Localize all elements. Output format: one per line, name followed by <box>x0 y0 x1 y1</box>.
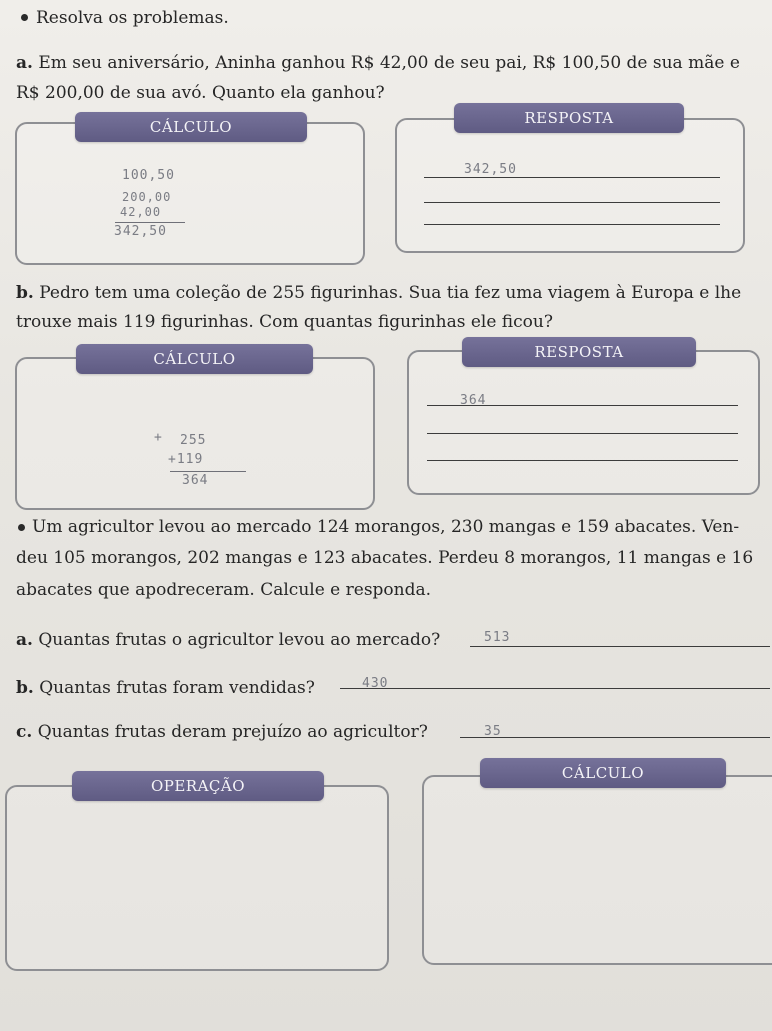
question-b-answer-line <box>340 688 770 689</box>
calc-label: CÁLCULO <box>480 758 726 788</box>
problem-a-answer-line-2 <box>424 202 720 203</box>
problem-a-letter: a. <box>16 53 33 73</box>
problem-b-calc-plus: + <box>154 430 163 445</box>
problem-a-calc-label: CÁLCULO <box>75 112 307 142</box>
problem-a-line1 <box>16 50 740 76</box>
question-c-text: Quantas frutas deram prejuízo ao agricultor? <box>37 722 428 742</box>
problem-a-answer-line-3 <box>424 224 720 225</box>
calc-box <box>422 775 772 965</box>
question-b <box>16 675 315 701</box>
problem-b-answer: 364 <box>460 393 487 408</box>
problem-b-calc-sum-rule <box>170 471 246 472</box>
problem-a-calc-line-3: 42,00 <box>120 205 162 219</box>
operation-label: OPERAÇÃO <box>72 771 324 801</box>
problem-a-answer: 342,50 <box>464 162 517 177</box>
question-a-answer: 513 <box>484 630 511 645</box>
problem-c-line3: abacates que apodreceram. Calcule e responda. <box>16 580 432 600</box>
problem-a-calc-line-2: 200,00 <box>122 190 172 204</box>
problem-c-line2: deu 105 morangos, 202 mangas e 123 abacates. Perdeu 8 morangos, 11 mangas e 16 <box>16 548 754 568</box>
question-b-answer: 430 <box>362 676 389 691</box>
problem-b-answer-line-1 <box>427 405 738 406</box>
problem-b-answer-box <box>407 350 760 495</box>
problem-b-calc-line-2: +119 <box>168 452 204 467</box>
problem-a-answer-box <box>395 118 745 253</box>
problem-a-answer-label: RESPOSTA <box>454 103 684 133</box>
question-a-answer-line <box>470 646 770 647</box>
problem-b-answer-line-2 <box>427 433 738 434</box>
question-c-answer-line <box>460 737 770 738</box>
problem-b-calc-result: 364 <box>182 473 209 488</box>
question-a <box>16 627 440 653</box>
problem-b-calc-label: CÁLCULO <box>76 344 313 374</box>
problem-b-line2: trouxe mais 119 figurinhas. Com quantas figurinhas ele ficou? <box>16 312 553 332</box>
problem-b-line1 <box>16 280 741 306</box>
problem-b-text-1: Pedro tem uma coleção de 255 figurinhas. Sua tia fez uma viagem à Europa e lhe <box>39 283 742 303</box>
question-c-letter: c. <box>16 722 33 742</box>
problem-b-letter: b. <box>16 283 34 303</box>
problem-c-line1: Um agricultor levou ao mercado 124 morangos, 230 mangas e 159 abacates. Ven- <box>32 517 740 537</box>
problem-a-calc-result: 342,50 <box>114 224 167 239</box>
problem-a-calc-sum-rule <box>115 222 185 223</box>
problem-a-calc-line-1: 100,50 <box>122 168 175 183</box>
problem-b-answer-label: RESPOSTA <box>462 337 696 367</box>
question-c-answer: 35 <box>484 724 502 739</box>
question-c <box>16 719 428 745</box>
problem-a-answer-line-1 <box>424 177 720 178</box>
bullet <box>21 14 28 21</box>
question-a-letter: a. <box>16 630 33 650</box>
problem-a-text-1: Em seu aniversário, Aninha ganhou R$ 42,00 de seu pai, R$ 100,50 de sua mãe e <box>38 53 740 73</box>
question-a-text: Quantas frutas o agricultor levou ao mercado? <box>38 630 441 650</box>
instructions: Resolva os problemas. <box>36 8 229 28</box>
problem-a-line2: R$ 200,00 de sua avó. Quanto ela ganhou? <box>16 83 385 103</box>
operation-box <box>5 785 389 971</box>
bullet <box>18 524 25 531</box>
question-b-letter: b. <box>16 678 34 698</box>
problem-b-answer-line-3 <box>427 460 738 461</box>
problem-a-calc-box <box>15 122 365 265</box>
problem-b-calc-line-1: 255 <box>180 433 207 448</box>
question-b-text: Quantas frutas foram vendidas? <box>39 678 315 698</box>
